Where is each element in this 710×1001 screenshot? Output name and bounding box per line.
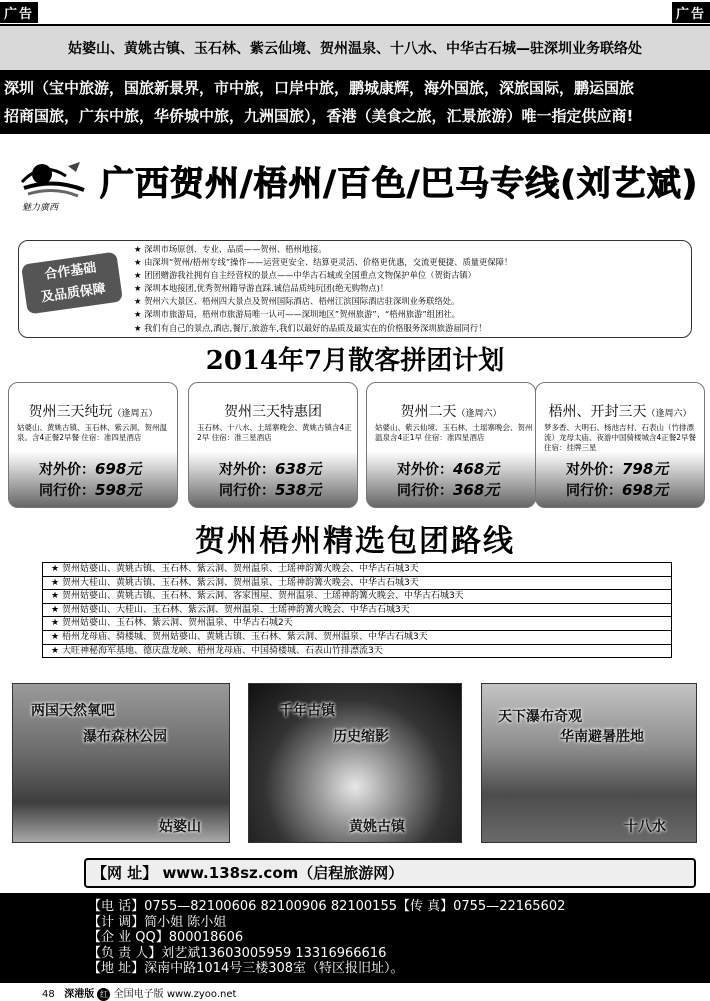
plan-title: 2014年7月散客拼团计划: [205, 346, 505, 376]
route-item: ★ 贺州姑婆山、黄姚古镇、玉石林、紫云洞、客家围屋、贺州温泉、土瑶神韵篝火晚会、中华古石城3天: [43, 590, 671, 604]
tour-desc: 玉石林、十八水、土瑶寨晚会、黄姚古镇含4正2早 住宿：准三星酒店: [197, 423, 352, 442]
edition-circle-icon: 红: [97, 988, 110, 1001]
intro-point: ★ 深圳本地接团,优秀贺州籍导游直踩.诚信品质纯玩团(绝无购物点)！: [134, 282, 689, 295]
tour-name: 梧州、开封三天（逢周六）: [548, 404, 692, 420]
ad-label-right: 广告: [672, 2, 710, 23]
tour-peer-price: 同行价：538元: [219, 481, 322, 499]
tour-desc: 姑婆山、紫云仙境、玉石林、土瑶寨晚会、贺州温泉含4正1早 住宿：准四星酒店: [375, 423, 533, 442]
intro-point: ★ 深圳市场原创、专业、品质——贺州、梧州地接。: [134, 243, 689, 256]
banner-agencies-line2: 招商国旅，广东中旅，华侨城中旅，九洲国旅），香港（美食之旅，汇景旅游）唯一指定供应商!: [4, 107, 634, 125]
route-title: 贺州梧州精选包团路线: [195, 524, 515, 559]
route-item: ★ 贺州姑婆山、黄姚古镇、玉石林、紫云洞、贺州温泉、土瑶神韵篝火晚会、中华古石城3天: [43, 563, 671, 577]
tour-desc: 姑婆山、黄姚古镇、玉石林、紫云洞、贺州温泉。含4正餐2早餐 住宿：准四星酒店: [17, 423, 167, 442]
page-title: 广西贺州/梧州/百色/巴马专线(刘艺斌): [100, 164, 699, 204]
tour-name: 贺州三天纯玩（逢周五）: [28, 404, 158, 420]
tour-name: 贺州二天（逢周六）: [400, 404, 502, 420]
route-item: ★ 梧州龙母庙、骑楼城、贺州姑婆山、黄姚古镇、玉石林、紫云洞、贺州温泉、中华古石城3天: [43, 631, 671, 645]
photo-eighteen-waters: 天下瀑布奇观 华南避暑胜地 十八水: [481, 683, 697, 843]
route-item: ★ 贺州姑婆山、玉石林、紫云洞、贺州温泉、中华古石城2天: [43, 617, 671, 631]
tour-peer-price: 同行价：698元: [566, 481, 669, 499]
tour-peer-price: 同行价：368元: [397, 481, 500, 499]
banner-agencies-line1: 深圳（宝中旅游，国旅新景界，市中旅，口岸中旅，鹏城康辉，海外国旅，深旅国际，鹏运国旅: [4, 79, 635, 97]
logo-text: 魅力廣西: [22, 203, 59, 213]
tour-card[interactable]: [8, 382, 178, 508]
tour-out-price: 对外价：798元: [566, 460, 669, 478]
banner-attractions: 姑婆山、黄姚古镇、玉石林、紫云仙境、贺州温泉、十八水、中华古石城—驻深圳业务联络处: [0, 24, 710, 70]
intro-point: ★ 由深圳“贺州/梧州专线”操作——运营更安全、结算更灵活、价格更优惠，交流更便捷、质量更保障！: [134, 256, 689, 269]
edition-label: 深港版: [64, 989, 95, 1000]
tour-out-price: 对外价：638元: [219, 460, 322, 478]
intro-point: ★ 贺州六大景区、梧州四大景点及贺州国际酒店、梧州江滨国际酒店驻深圳业务联络处。: [134, 295, 689, 308]
contact-phone: 【电 话】0755—82100606 82100906 82100155【传 真】0755—22165602: [88, 899, 566, 914]
route-item: ★ 贺州大桂山、黄姚古镇、玉石林、紫云洞、贺州温泉、土瑶神韵篝火晚会、中华古石城3天: [43, 577, 671, 591]
tour-card[interactable]: [535, 382, 705, 508]
tour-out-price: 对外价：468元: [397, 460, 500, 478]
tour-desc: 梦多香、大明石、杨池吉村、石表山（竹排漂流）龙母太庙、夜游中国骑楼城含4正餐2早餐 住宿：挂牌三星: [544, 423, 697, 452]
route-list: [42, 562, 672, 658]
contact-qq: 【企 业 QQ】800018606: [88, 930, 244, 945]
footer-site: 全国电子版 www.zyoo.net: [113, 989, 237, 1000]
tour-card[interactable]: [366, 382, 536, 508]
contact-planner: 【计 调】简小姐 陈小姐: [88, 914, 227, 930]
ad-label-left: 广告: [0, 2, 38, 23]
tour-card[interactable]: [188, 382, 358, 508]
footer: [42, 985, 236, 1001]
tour-peer-price: 同行价：598元: [39, 481, 142, 499]
tour-out-price: 对外价：698元: [39, 460, 142, 478]
page-number: 48: [42, 989, 55, 1000]
photo-gupo-mountain: 两国天然氧吧 瀑布森林公园 姑婆山: [12, 683, 230, 843]
route-item: ★ 大旺神秘海军基地、德庆盘龙峡、梧州龙母庙、中国骑楼城、石表山竹排漂流3天: [43, 645, 671, 658]
route-item: ★ 贺州姑婆山、大桂山、玉石林、紫云洞、贺州温泉、土瑶神韵篝火晚会、中华古石城3天: [43, 604, 671, 618]
intro-point: ★ 深圳市旅游局，梧州市旅游局唯一认可——深圳地区”贺州旅游”、“梧州旅游”组团社。: [134, 308, 689, 321]
contact-manager: 【负 责 人】刘艺斌13603005959 13316966616: [88, 945, 387, 961]
quality-badge: 合作基础 及品质保障: [21, 252, 123, 315]
banner-agencies: [0, 70, 710, 134]
contact-address: 【地 址】深南中路1014号三楼308室（特区报旧址）。: [88, 961, 404, 976]
intro-point: ★ 我们有自己的景点,酒店,餐厅,旅游车,我们以最好的品质及最实在的价格服务深圳旅游届同行！: [134, 322, 689, 335]
contact-block: [0, 893, 710, 983]
intro-point: ★ 团团赠游我社拥有自主经营权的景点——中华古石城或全国重点文物保护单位（贺街古镇）: [134, 269, 689, 282]
photo-huangyao-town: 千年古镇 历史缩影 黄姚古镇: [248, 683, 462, 843]
tour-name: 贺州三天特惠团: [224, 404, 322, 420]
intro-points: [134, 243, 689, 335]
website-bar[interactable]: 【网 址】 www.138sz.com（启程旅游网）: [84, 858, 696, 888]
